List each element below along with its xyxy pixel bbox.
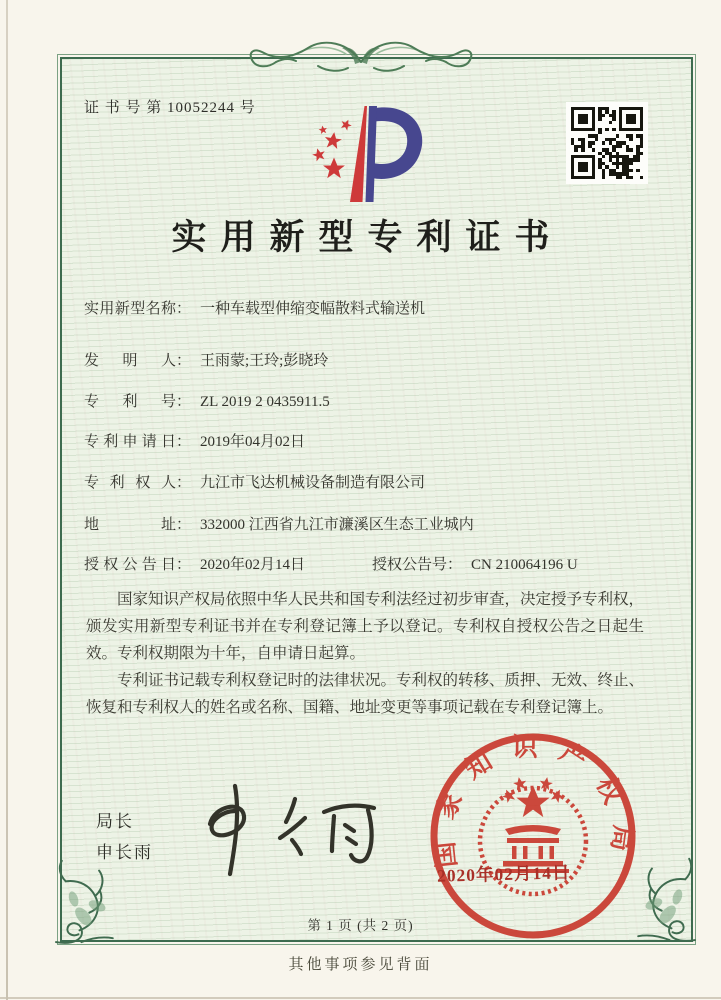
field-label: 地址 [84,517,176,533]
legal-paragraph-2: 专利证书记载专利权登记时的法律状况。专利权的转移、质押、无效、终止、恢复和专利权人的姓名或名称、国籍、地址变更等事项记载在专利登记簿上。 [86,672,645,716]
field-value: 九江市飞达机械设备制造有限公司 [200,475,426,491]
field-row-grant-no [372,553,578,574]
field-row-address [84,513,474,534]
field-value: 一种车载型伸缩变幅散料式输送机 [200,301,426,317]
corner-flourish-icon [599,846,697,944]
field-label: 专利号 [84,394,176,410]
field-value: 332000 江西省九江市濂溪区生态工业城内 [200,517,474,533]
page-number: 第 1 页 (共 2 页) [307,918,414,933]
field-row-patentee [84,471,425,492]
field-row-name [84,297,425,318]
field-colon: ： [176,353,192,369]
field-row-filing-date [84,430,305,451]
field-label: 发明人 [84,353,176,369]
field-label: 授权公告号 [372,557,448,573]
field-label: 专利权人 [84,475,176,491]
seal-date: 2020年02月14日 [436,862,571,886]
field-colon: ： [447,557,463,573]
field-colon: ： [176,557,192,573]
field-colon: ： [176,301,192,317]
top-flourish-icon [228,28,494,86]
director-signature-icon [188,780,398,880]
field-value: 2019年04月02日 [200,434,306,450]
field-row-patent-no [84,390,330,411]
field-label: 专利申请日 [84,434,176,450]
legal-paragraph-1: 国家知识产权局依照中华人民共和国专利法经过初步审查，决定授予专利权，颁发实用新型专利证书并在专利登记簿上予以登记。专利权自授权公告之日起生效。专利权期限为十年，自申请日起算。 [86,591,645,662]
corner-flourish-icon [54,848,152,946]
field-colon: ： [176,475,192,491]
field-value: 2020年02月14日 [200,557,306,573]
field-row-inventors [84,349,328,370]
page-title: 实用新型专利证书 [171,218,564,257]
director-title: 局长 [96,812,134,831]
cnipa-logo-icon [303,98,427,210]
qr-code [566,102,648,184]
director-name: 申长雨 [96,843,153,862]
field-value: ZL 2019 2 0435911.5 [200,394,330,410]
back-note: 其他事项参见背面 [288,957,433,973]
field-colon: ： [176,517,192,533]
legal-text [86,586,644,721]
field-label: 实用新型名称 [84,301,176,317]
scan-edge-left [6,0,8,1000]
seal-text: 国家知识产权局 [428,732,639,872]
field-label: 授权公告日 [84,557,176,573]
field-colon: ： [176,394,192,410]
field-row-grant-date [84,553,305,574]
field-value: CN 210064196 U [471,557,578,573]
scan-edge-bottom [0,997,721,999]
field-value: 王雨蒙;王玲;彭晓玲 [200,353,329,369]
field-colon: ： [176,434,192,450]
certificate-number: 证 书 号 第 10052244 号 [84,100,256,116]
